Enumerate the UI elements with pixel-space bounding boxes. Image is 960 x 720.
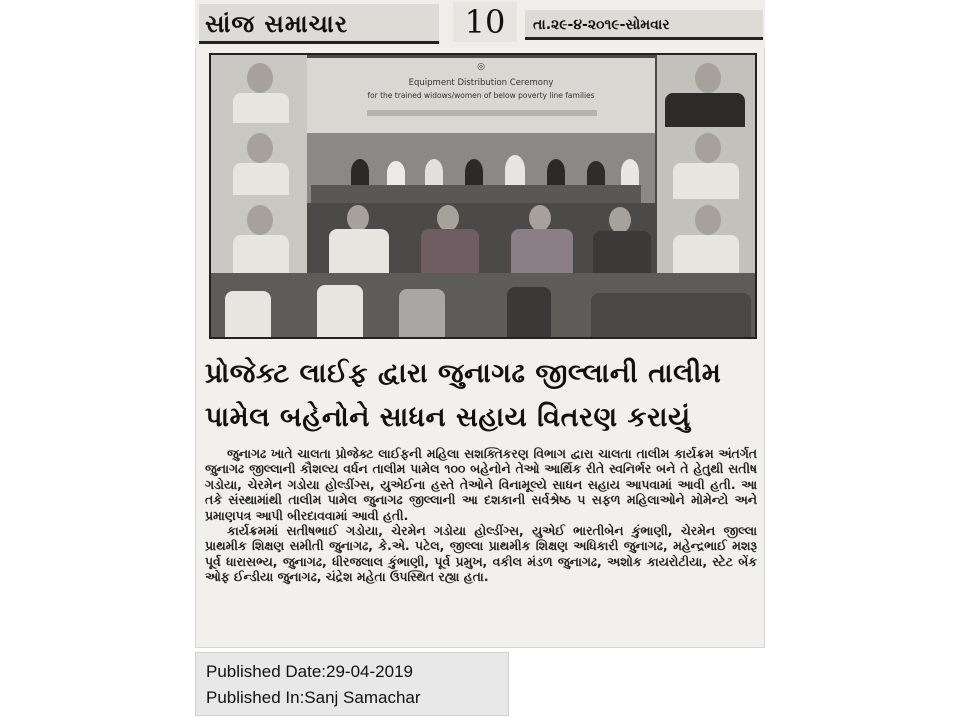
article-headline (205, 352, 761, 440)
stage-table (311, 185, 641, 203)
published-date: Published Date:29-04-2019 (206, 662, 413, 681)
person-head (347, 205, 369, 231)
speaker-body (673, 163, 739, 199)
newspaper-clipping (195, 0, 765, 648)
banner-logo-icon: ◎ (477, 62, 485, 72)
audience-member (225, 291, 271, 337)
banner-subtitle: for the trained widows/women of below poverty line families (367, 91, 595, 100)
headline-line-1: પ્રોજેક્ટ લાઈફ દ્વારા જુનાગઢ જીલ્લાની તાલીમ (205, 358, 722, 389)
dignitary-figure (505, 155, 525, 185)
person-head (609, 207, 631, 233)
audience-member (317, 285, 363, 337)
person-body (421, 229, 479, 273)
dignitary-figure (547, 159, 565, 185)
page-number: 10 (453, 2, 517, 42)
dignitary-figure (621, 159, 639, 185)
audience-member (507, 287, 551, 337)
dignitary-figure (351, 159, 369, 185)
speaker-head (247, 133, 273, 163)
person-head (437, 205, 459, 231)
speaker-head (247, 63, 273, 93)
audience-crowd (591, 293, 751, 337)
banner-title: Equipment Distribution Ceremony (408, 78, 554, 88)
dignitary-figure (465, 159, 483, 185)
masthead (195, 0, 765, 48)
article-paragraph-2: કાર્યક્રમમાં સતીષભાઈ ગડોયા, ચેરમેન ગડોયા હોલ્ડીંગ્સ, યુએઈ ભારતીબેન કુંભાણી, ચેરમેન જીલ્લા પ્રાથમીક શિક્ષણ સમીતી જુનાગઢ, કે.એ. પટેલ, જીલ્લા પ્રાથમીક શિક્ષણ અધિકારી જુનાગઢ, મહેન્દ્રભાઈ મશરૂ પૂર્વ ધારાસભ્ય, જુનાગઢ, ધીરજલાલ કુંભાણી, પૂર્વ પ્રમુખ, વકીલ મંડળ જુનાગઢ, અશોક કાયરોટીયા, સ્ટેટ બેંક ઓફ ઈન્ડીયા જુનાગઢ, ચંદ્રેશ મહેતા ઉપસ્થિત રહ્યા હતા. (205, 523, 757, 585)
issue-date: તા.૨૯-૪-૨૦૧૯-સોમવાર (525, 10, 763, 40)
person-head (529, 205, 551, 231)
person-body (593, 231, 651, 273)
speaker-body (233, 235, 289, 273)
dignitary-figure (425, 159, 443, 185)
speaker-body (673, 235, 739, 273)
person-body (511, 229, 573, 273)
headline-line-2: પામેલ બહેનોને સાધન સહાય વિતરણ કરાયું (205, 402, 691, 433)
event-banner (307, 58, 655, 133)
speaker-head (695, 133, 721, 163)
speaker-body (665, 93, 745, 127)
person-body (329, 229, 389, 273)
banner-footer-strip (367, 110, 597, 116)
event-photo (209, 53, 757, 339)
publication-info-box (195, 652, 509, 716)
speaker-head (247, 205, 273, 235)
article-body (205, 446, 757, 585)
audience-member (399, 289, 445, 337)
speaker-body (233, 93, 289, 123)
speaker-body (233, 163, 289, 195)
dignitary-figure (587, 161, 605, 185)
newspaper-name: સાંજ સમાચાર (199, 4, 439, 44)
speaker-head (695, 205, 721, 235)
article-paragraph-1: જુનાગઢ ખાતે ચાલતા પ્રોજેક્ટ લાઈફની મહિલા સશક્તિકરણ વિભાગ દ્વારા ચાલતા તાલીમ કાર્યક્રમ અંતર્ગત જુનાગઢ જીલ્લાની કૌશલ્ય વર્ધન તાલીમ પામેલ ૧૦૦ બહેનોને તેઓ આર્થિક રીતે સ્વનિર્ભર બને તે હેતુથી સતીષ ગડોયા, ચેરમેન ગડોયા હોલ્ડીંગ્સ, યુએઈના હસ્તે તેઓને વિનામૂલ્યે સાધન સહાય આપવામાં આવી હતી. આ તકે સંસ્થામાંથી તાલીમ પામેલ જુનાગઢ જીલ્લાની આ દશકાની સર્વશ્રેષ્ઠ ૫ સફળ મહિલાઓને મોમેન્ટો અને પ્રમાણપત્ર આપી બીરદાવવામાં આવી હતી. (205, 446, 757, 523)
speaker-head (695, 63, 721, 93)
dignitary-figure (387, 161, 405, 185)
published-in: Published In:Sanj Samachar (206, 688, 421, 707)
